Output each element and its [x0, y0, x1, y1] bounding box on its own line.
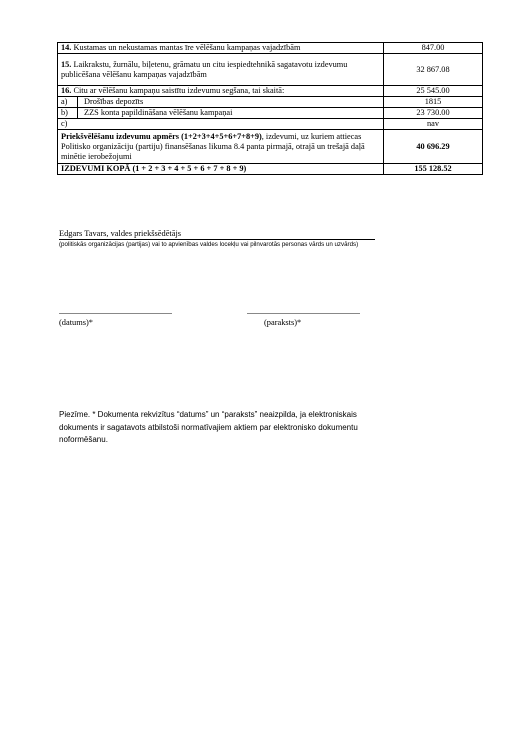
row-number: 14.: [61, 43, 72, 52]
pre-election-bold: Priekšvēlēšanu izdevumu apmērs (1+2+3+4+5+6+7+8+9): [61, 131, 262, 141]
table-row: [58, 130, 483, 164]
sub-b-description: [58, 108, 384, 119]
signature-label: (paraksts)*: [264, 318, 302, 327]
sub-text: [78, 119, 84, 129]
table-row: [58, 119, 483, 130]
sub-c-description: [58, 119, 384, 130]
footnote: Piezīme. * Dokumenta rekvizītus “datums” un “paraksts” neaizpilda, ja elektroniskais dokuments ir sagatavots atbilstoši normatīvajiem aktiem par elektronisko dokumentu noformēšanu.: [59, 410, 358, 444]
sub-a-description: [58, 97, 384, 108]
date-line: [59, 313, 172, 314]
pre-election-text: , izdevumi, uz kuriem attiecas Politisko organizāciju (partiju) finansēšanas likuma 8.4 panta pirmajā, otrajā un trešajā daļā minētie ierobežojumi: [61, 131, 365, 161]
table-row: [58, 97, 483, 108]
sub-text: ZZS konta papildināšana vēlēšanu kampaņai: [84, 108, 233, 117]
row-15-value: 32 867.08: [384, 54, 483, 86]
signer-note: (politiskās organizācijas (partijas) vai to apvienības valdes locekļu vai pilnvarotās personas vārds un uzvārds): [59, 241, 359, 248]
table-row: [58, 164, 483, 175]
row-text: Laikrakstu, žurnālu, biļetenu, grāmatu un citu iespiedtehnikā sagatavotu izdevumu publicēšana vēlēšanu kampaņas vajadzībām: [61, 59, 348, 79]
total-value: 155 128.52: [384, 164, 483, 175]
expenses-table: [57, 42, 483, 175]
sub-c-value: nav: [384, 119, 483, 130]
row-15-description: [58, 54, 384, 86]
row-text: Citu ar vēlēšanu kampaņu saistītu izdevumu segšana, tai skaitā:: [73, 86, 285, 95]
row-number: 15.: [61, 59, 72, 69]
table-row: [58, 54, 483, 86]
table-row: [58, 108, 483, 119]
row-number: 16.: [61, 86, 72, 95]
row-16-description: [58, 86, 384, 97]
pre-election-value: 40 696.29: [384, 130, 483, 164]
signature-line: [247, 313, 360, 314]
table-row: [58, 43, 483, 54]
date-label: (datums)*: [59, 318, 93, 327]
sub-b-value: 23 730.00: [384, 108, 483, 119]
row-16-value: 25 545.00: [384, 86, 483, 97]
row-14-value: 847.00: [384, 43, 483, 54]
sub-letter: b): [58, 108, 78, 118]
sub-a-value: 1815: [384, 97, 483, 108]
row-14-description: [58, 43, 384, 54]
sub-letter: c): [61, 119, 68, 128]
row-text: Kustamas un nekustamas mantas īre vēlēšanu kampaņas vajadzībām: [73, 43, 301, 52]
sub-text: Drošības depozīts: [84, 97, 144, 106]
sub-letter: a): [58, 97, 78, 107]
signer-name: Edgars Tavars, valdes priekšsēdētājs: [59, 229, 375, 240]
pre-election-description: [58, 130, 384, 164]
total-description: IZDEVUMI KOPĀ (1 + 2 + 3 + 4 + 5 + 6 + 7 + 8 + 9): [58, 164, 384, 175]
table-row: [58, 86, 483, 97]
